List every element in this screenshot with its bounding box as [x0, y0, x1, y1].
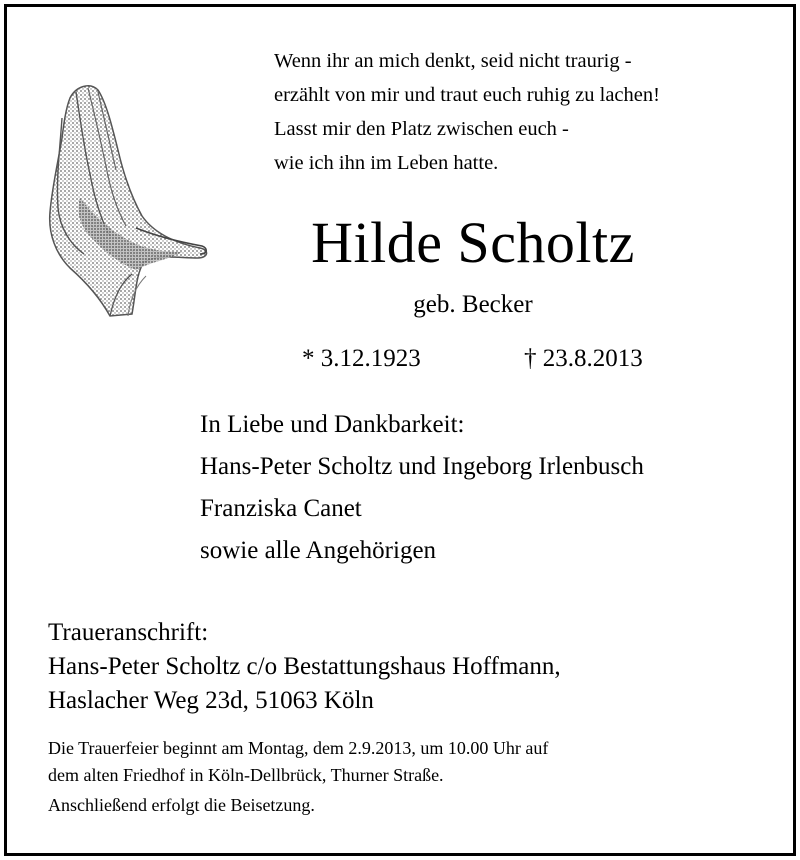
mourners	[200, 408, 644, 574]
mourner-line: sowie alle Angehörigen	[200, 537, 437, 564]
poem-line: Wenn ihr an mich denkt, seid nicht traurig -	[274, 50, 632, 72]
praying-hands-icon	[40, 78, 215, 323]
poem	[274, 44, 660, 180]
address-line: Haslacher Weg 23d, 51063 Köln	[48, 687, 374, 714]
mourner-line: Franziska Canet	[200, 495, 362, 522]
notice-line: Die Trauerfeier beginnt am Montag, dem 2.9.2013, um 10.00 Uhr auf	[48, 738, 549, 758]
death-date: † 23.8.2013	[524, 345, 643, 372]
poem-line: wie ich ihn im Leben hatte.	[274, 152, 499, 174]
address-heading: Traueranschrift:	[48, 619, 209, 646]
burial-note: Anschließend erfolgt die Beisetzung.	[48, 795, 315, 815]
mourners-intro: In Liebe und Dankbarkeit:	[200, 411, 465, 438]
funeral-notice	[48, 735, 548, 819]
deceased-name: Hilde Scholtz	[311, 210, 635, 275]
poem-line: Lasst mir den Platz zwischen euch -	[274, 118, 569, 140]
birth-date: * 3.12.1923	[302, 345, 421, 372]
mourner-line: Hans-Peter Scholtz und Ingeborg Irlenbusch	[200, 453, 644, 480]
mourning-address	[48, 616, 561, 718]
address-line: Hans-Peter Scholtz c/o Bestattungshaus Hoffmann,	[48, 653, 561, 680]
poem-line: erzählt von mir und traut euch ruhig zu lachen!	[274, 84, 660, 106]
maiden-name: geb. Becker	[413, 291, 533, 318]
notice-line: dem alten Friedhof in Köln-Dellbrück, Thurner Straße.	[48, 765, 444, 785]
